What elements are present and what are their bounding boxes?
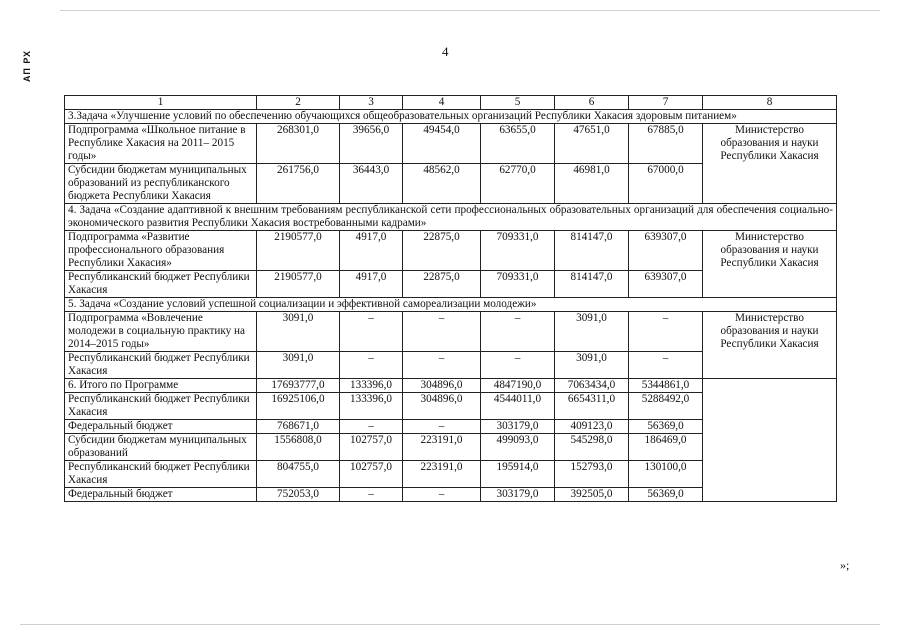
- value-cell: 36443,0: [340, 164, 403, 204]
- value-cell: 4917,0: [340, 271, 403, 298]
- section-title-row: [65, 110, 837, 124]
- value-cell: 16925106,0: [257, 393, 340, 420]
- value-cell: 133396,0: [340, 379, 403, 393]
- closing-quote: »;: [840, 558, 850, 572]
- value-cell: 186469,0: [629, 434, 703, 461]
- value-cell: 22875,0: [403, 271, 481, 298]
- value-cell: 3091,0: [257, 352, 340, 379]
- section-title: 5. Задача «Создание условий успешной социализации и эффективной самореализации молодежи»: [65, 298, 837, 312]
- value-cell: –: [629, 312, 703, 352]
- value-cell: –: [340, 352, 403, 379]
- value-cell: –: [481, 312, 555, 352]
- value-cell: 223191,0: [403, 461, 481, 488]
- value-cell: 152793,0: [555, 461, 629, 488]
- column-header: 4: [403, 96, 481, 110]
- value-cell: –: [481, 352, 555, 379]
- section-title-row: [65, 298, 837, 312]
- responsible-executor: Министерство образования и науки Республики Хакасия: [703, 124, 837, 204]
- value-cell: 2190577,0: [257, 271, 340, 298]
- value-cell: 17693777,0: [257, 379, 340, 393]
- value-cell: 4847190,0: [481, 379, 555, 393]
- value-cell: 67000,0: [629, 164, 703, 204]
- value-cell: 392505,0: [555, 488, 629, 502]
- responsible-executor: Министерство образования и науки Республики Хакасия: [703, 231, 837, 298]
- row-label: Субсидии бюджетам муниципальных образований: [65, 434, 257, 461]
- column-header: 3: [340, 96, 403, 110]
- row-label: Республиканский бюджет Республики Хакасия: [65, 393, 257, 420]
- table-row: [65, 124, 837, 164]
- value-cell: 7063434,0: [555, 379, 629, 393]
- section-title: 4. Задача «Создание адаптивной к внешним требованиям республиканской сети профессиональных образовательных организаций для обеспечения социально-экономического развития Республики Хакасия востребованными кадрами»: [65, 204, 837, 231]
- value-cell: 133396,0: [340, 393, 403, 420]
- row-label: Республиканский бюджет Республики Хакасия: [65, 271, 257, 298]
- value-cell: 46981,0: [555, 164, 629, 204]
- row-label: Подпрограмма «Развитие профессионального образования Республики Хакасия»: [65, 231, 257, 271]
- value-cell: 4917,0: [340, 231, 403, 271]
- budget-table: [64, 95, 837, 502]
- value-cell: 39656,0: [340, 124, 403, 164]
- value-cell: 67885,0: [629, 124, 703, 164]
- value-cell: 3091,0: [555, 352, 629, 379]
- value-cell: 5344861,0: [629, 379, 703, 393]
- responsible-executor: Министерство образования и науки Республики Хакасия: [703, 312, 837, 379]
- value-cell: 639307,0: [629, 271, 703, 298]
- executor-empty-cell: [703, 379, 837, 502]
- value-cell: 56369,0: [629, 420, 703, 434]
- page-number: 4: [442, 44, 449, 59]
- row-label: Федеральный бюджет: [65, 488, 257, 502]
- value-cell: 4544011,0: [481, 393, 555, 420]
- value-cell: 1556808,0: [257, 434, 340, 461]
- row-label: Субсидии бюджетам муниципальных образований из республиканского бюджета Республики Хакасия: [65, 164, 257, 204]
- value-cell: 3091,0: [555, 312, 629, 352]
- value-cell: 56369,0: [629, 488, 703, 502]
- table-row: [65, 312, 837, 352]
- value-cell: –: [403, 488, 481, 502]
- row-label: Подпрограмма «Школьное питание в Республике Хакасия на 2011– 2015 годы»: [65, 124, 257, 164]
- budget-table-body: [65, 96, 837, 502]
- value-cell: 303179,0: [481, 488, 555, 502]
- value-cell: –: [403, 420, 481, 434]
- value-cell: 303179,0: [481, 420, 555, 434]
- value-cell: 709331,0: [481, 231, 555, 271]
- column-header: 2: [257, 96, 340, 110]
- value-cell: 130100,0: [629, 461, 703, 488]
- value-cell: 47651,0: [555, 124, 629, 164]
- column-header: 6: [555, 96, 629, 110]
- value-cell: 709331,0: [481, 271, 555, 298]
- value-cell: 102757,0: [340, 461, 403, 488]
- value-cell: 304896,0: [403, 393, 481, 420]
- value-cell: 62770,0: [481, 164, 555, 204]
- value-cell: 268301,0: [257, 124, 340, 164]
- value-cell: 499093,0: [481, 434, 555, 461]
- row-label: Подпрограмма «Вовлечение молодежи в социальную практику на 2014–2015 годы»: [65, 312, 257, 352]
- value-cell: 48562,0: [403, 164, 481, 204]
- value-cell: 22875,0: [403, 231, 481, 271]
- value-cell: 195914,0: [481, 461, 555, 488]
- value-cell: 102757,0: [340, 434, 403, 461]
- archive-stamp: АП РХ: [22, 50, 32, 83]
- value-cell: 804755,0: [257, 461, 340, 488]
- value-cell: 304896,0: [403, 379, 481, 393]
- value-cell: 6654311,0: [555, 393, 629, 420]
- row-label: 6. Итого по Программе: [65, 379, 257, 393]
- scan-artifact-bottom: [20, 624, 880, 625]
- value-cell: 261756,0: [257, 164, 340, 204]
- value-cell: –: [340, 420, 403, 434]
- row-label: Республиканский бюджет Республики Хакасия: [65, 461, 257, 488]
- row-label: Республиканский бюджет Республики Хакасия: [65, 352, 257, 379]
- value-cell: –: [403, 312, 481, 352]
- total-row: [65, 379, 837, 393]
- column-header: 5: [481, 96, 555, 110]
- value-cell: 814147,0: [555, 271, 629, 298]
- value-cell: –: [340, 312, 403, 352]
- value-cell: –: [629, 352, 703, 379]
- column-header: 8: [703, 96, 837, 110]
- value-cell: 3091,0: [257, 312, 340, 352]
- value-cell: –: [340, 488, 403, 502]
- value-cell: –: [403, 352, 481, 379]
- value-cell: 768671,0: [257, 420, 340, 434]
- section-title-row: [65, 204, 837, 231]
- value-cell: 639307,0: [629, 231, 703, 271]
- column-header: 7: [629, 96, 703, 110]
- value-cell: 5288492,0: [629, 393, 703, 420]
- scan-artifact-top: [60, 10, 880, 11]
- value-cell: 49454,0: [403, 124, 481, 164]
- value-cell: 545298,0: [555, 434, 629, 461]
- table-header-row: [65, 96, 837, 110]
- value-cell: 223191,0: [403, 434, 481, 461]
- table-row: [65, 231, 837, 271]
- value-cell: 814147,0: [555, 231, 629, 271]
- section-title: 3.Задача «Улучшение условий по обеспечению обучающихся общеобразовательных организаций Республики Хакасия здоровым питанием»: [65, 110, 837, 124]
- value-cell: 752053,0: [257, 488, 340, 502]
- value-cell: 2190577,0: [257, 231, 340, 271]
- column-header: 1: [65, 96, 257, 110]
- row-label: Федеральный бюджет: [65, 420, 257, 434]
- value-cell: 63655,0: [481, 124, 555, 164]
- value-cell: 409123,0: [555, 420, 629, 434]
